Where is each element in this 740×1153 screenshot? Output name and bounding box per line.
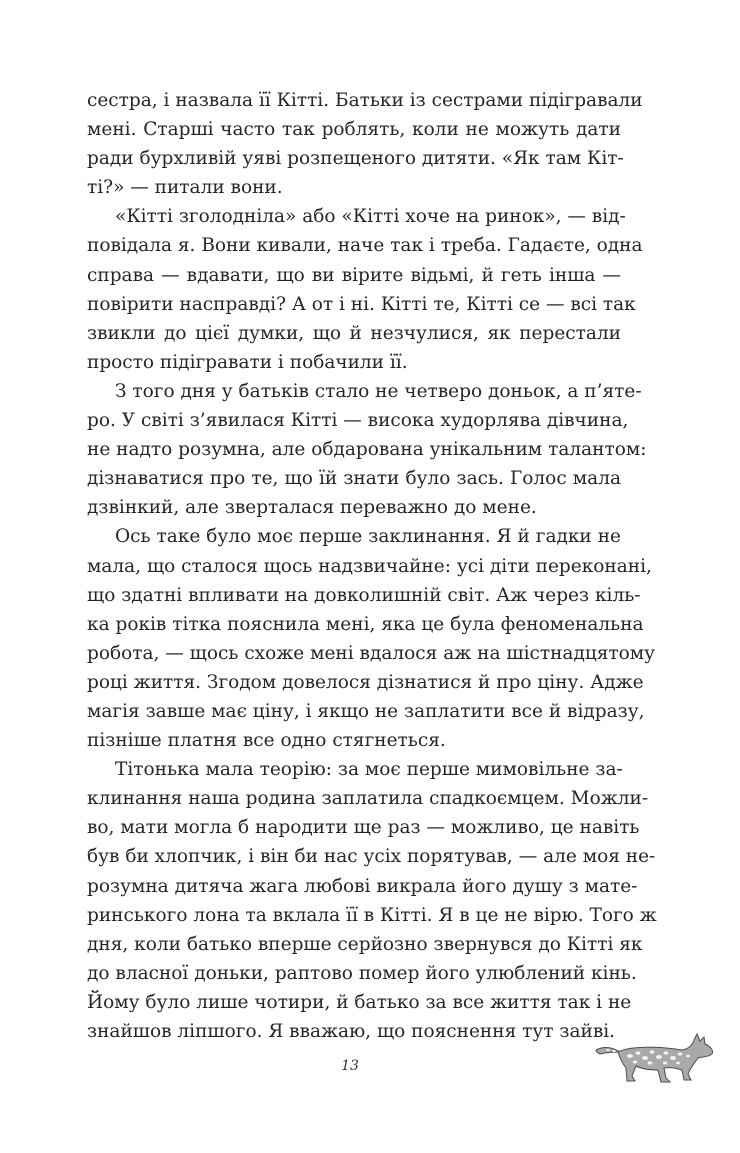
text-line: Йому було лише чотири, й батько за все життя так і не: [87, 991, 632, 1013]
spotted-cat-icon: [590, 1030, 720, 1085]
text-line: робота, — щось схоже мені вдалося аж на шістнадцятому: [87, 642, 656, 664]
text-line: ринського лона та вклала її в Кітті. Я в це не вірю. Того ж: [87, 904, 657, 926]
text-line: що здатні впливати на довколишній світ. Аж через кіль-: [87, 584, 641, 606]
text-line: розумна дитяча жага любові викрала його душу з мате-: [87, 875, 638, 897]
text-line: сестра, і назвала її Кітті. Батьки із сестрами підігравали: [87, 90, 643, 111]
text-line: справа — вдавати, що ви вірите відьмі, й геть інша —: [87, 264, 621, 286]
text-line: З того дня у батьків стало не четверо доньок, а п’яте-: [115, 380, 642, 402]
paragraph: [87, 377, 647, 522]
text-line: ка років тітка пояснила мені, яка це була феноменальна: [87, 613, 644, 635]
text-line: Ось таке було моє перше заклинання. Я й гадки не: [115, 526, 621, 548]
text-line: во, мати могла б народити ще раз — можливо, це навіть: [87, 817, 640, 839]
paragraph: [87, 86, 643, 202]
text-line: повірити насправді? А от і ні. Кітті те, Кітті се — всі так: [87, 293, 636, 315]
text-line: пізніше платня все одно стягнеться.: [87, 730, 446, 752]
text-line: звикли до цієї думки, що й незчулися, як перестали: [87, 322, 621, 344]
text-line: магія завше має ціну, і якщо не заплатити все й відразу,: [87, 700, 645, 722]
body-text: [87, 86, 657, 1046]
text-line: дізнаватися про те, що їй знати було зась. Голос мала: [87, 468, 621, 490]
text-line: «Кітті зголодніла» або «Кітті хоче на ринок», — від-: [115, 206, 626, 228]
text-line: ро. У світі з’явилася Кітті — висока худорлява дівчина,: [87, 410, 629, 432]
paragraph: [87, 202, 643, 377]
text-line: знайшов ліпшого. Я вважаю, що пояснення тут зайві.: [87, 1021, 616, 1042]
text-line: дня, коли батько вперше серйозно звернувся до Кітті як: [87, 933, 643, 955]
text-line: мала, що сталося щось надзвичайне: усі діти переконані,: [87, 555, 652, 577]
text-line: ті?» — питали вони.: [87, 177, 283, 199]
text-line: не надто розумна, але обдарована унікальним талантом:: [87, 439, 647, 461]
text-line: Тітонька мала теорію: за моє перше мимовільне за-: [115, 759, 623, 781]
text-line: повідала я. Вони кивали, наче так і треба. Гадаєте, одна: [87, 235, 643, 257]
text-line: до власної доньки, раптово помер його улюблений кінь.: [87, 962, 637, 984]
text-line: ради бурхливій уяві розпещеного дитяти. «Як там Кіт-: [87, 148, 624, 170]
text-line: був би хлопчик, і він би нас усіх порятував, — але моя не-: [87, 846, 656, 868]
paragraph: [87, 522, 656, 755]
text-line: дзвінкий, але зверталася переважно до мене.: [87, 497, 537, 519]
text-line: році життя. Згодом довелося дізнатися й про ціну. Адже: [87, 671, 644, 693]
paragraph: [87, 755, 657, 1046]
page-number: 13: [341, 1058, 359, 1074]
text-line: просто підігравати і побачили її.: [87, 351, 408, 373]
text-line: клинання наша родина заплатила спадкоємцем. Можли-: [87, 788, 649, 810]
text-line: мені. Старші часто так роблять, коли не можуть дати: [87, 119, 621, 141]
